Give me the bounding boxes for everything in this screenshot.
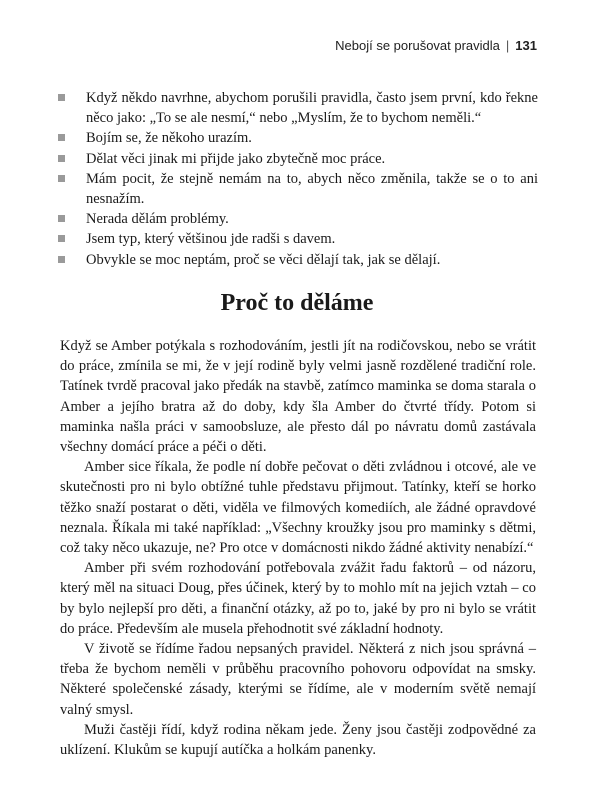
list-item: [58, 209, 538, 229]
list-item: [58, 149, 538, 169]
list-item: [58, 229, 538, 249]
list-item: [58, 250, 538, 270]
list-item-text: Dělat věci jinak mi přijde jako zbytečně moc práce.: [86, 150, 386, 167]
list-item-text: Jsem typ, který většinou jde radši s davem.: [86, 231, 336, 248]
paragraph: Muži častěji řídí, když rodina někam jede. Ženy jsou častěji zodpovědné za uklízení. Klukům se kupují autíčka a holkám panenky.: [60, 721, 536, 759]
list-item-text: Nerada dělám problémy.: [86, 211, 229, 228]
body-text: [60, 336, 536, 760]
list-item-text: Mám pocit, že stejně nemám na to, abych něco změnila, takže se o to ani nesnažím.: [86, 170, 538, 208]
list-item: [58, 169, 538, 209]
running-header: [335, 38, 537, 53]
header-separator: |: [505, 38, 510, 53]
paragraph: Amber sice říkala, že podle ní dobře pečovat o děti zvládnou i otcové, ale ve skutečnosti pro ni bylo obtížné tuhle představu přijmout. Tatínky, kteří se horko těžko snaží postarat o děti, viděla ve filmových komediích, ale žádné opravdové neznala. Říkala mi také například: „Všechny kroužky jsou pro maminky s dětmi, což taky něco ukazuje, ne? Pro otce v domácnosti nikdo žádné aktivity nenabízí.“: [60, 459, 536, 557]
list-item: [58, 128, 538, 148]
square-bullet-icon: [58, 175, 65, 182]
list-item-text: Když někdo navrhne, abychom porušili pravidla, často jsem první, kdo řekne něco jako: „To se ale nesmí,“ nebo „Myslím, že to bychom neměli.“: [86, 90, 538, 127]
square-bullet-icon: [58, 94, 65, 101]
square-bullet-icon: [58, 256, 65, 263]
square-bullet-icon: [58, 134, 65, 141]
section-heading: Proč to děláme: [220, 290, 374, 316]
page-number: 131: [515, 38, 537, 53]
square-bullet-icon: [58, 155, 65, 162]
list-item: [58, 88, 538, 128]
paragraph: Když se Amber potýkala s rozhodováním, jestli jít na rodičovskou, nebo se vrátit do práce, zmínila se mi, že v její rodině byly velmi jasně rozdělené tradiční role. Tatínek tvrdě pracoval jako předák na stavbě, zatímco maminka se doma starala o Amber a jejího bratra až do doby, kdy šla Amber do čtvrté třídy. Potom si maminka našla práci v samoobsluze, ale přesto dál po návratu domů zastávala všechny domácí práce a péči o děti.: [60, 338, 536, 456]
square-bullet-icon: [58, 215, 65, 222]
header-title: Nebojí se porušovat pravidla: [335, 38, 500, 53]
list-item-text: Obvykle se moc neptám, proč se věci dělají tak, jak se dělají.: [86, 251, 441, 268]
paragraph: V životě se řídíme řadou nepsaných pravidel. Některá z nich jsou správná – třeba že bychom neměli v průběhu pracovního pohovoru odpovídat na smsky. Některé společenské zásady, kterými se řídíme, ale v moderním světě nemají valný smysl.: [60, 641, 536, 718]
bullet-list: [58, 88, 538, 270]
square-bullet-icon: [58, 235, 65, 242]
paragraph: Amber při svém rozhodování potřebovala zvážit řadu faktorů – od názoru, který měl na situaci Doug, přes účinek, který by to mohlo mít na jejich vztah – co by bylo nejlepší pro děti, a finanční otázky, až po to, jaké by pro ni bylo se vrátit do práce. Především ale musela přehodnotit své základní hodnoty.: [60, 560, 536, 637]
list-item-text: Bojím se, že někoho urazím.: [86, 130, 252, 147]
